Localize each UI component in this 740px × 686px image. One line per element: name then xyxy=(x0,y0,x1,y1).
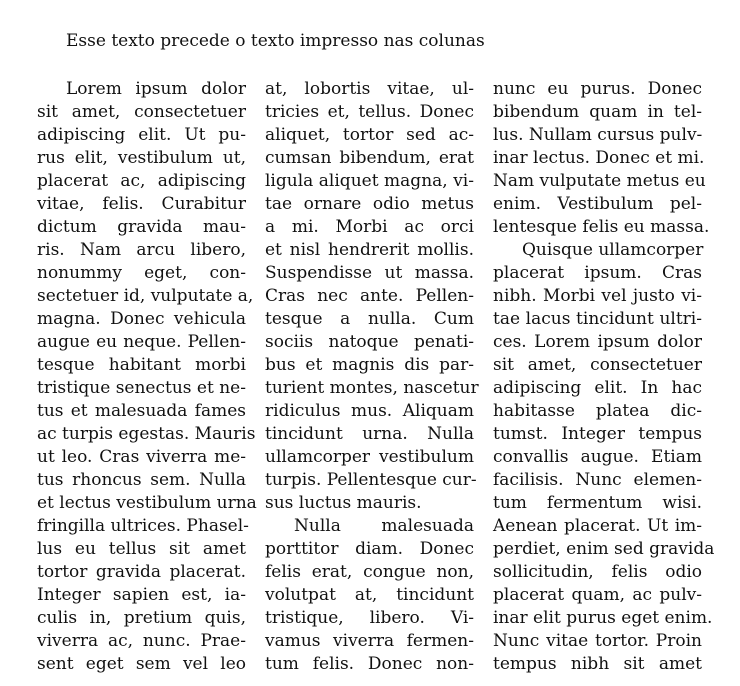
text-line: Nam vulputate metus eu xyxy=(493,171,706,191)
text-line: sit amet, consectetuer xyxy=(37,102,246,122)
text-column-3 xyxy=(493,78,715,676)
text-line: tesque a nulla. Cum xyxy=(265,309,474,329)
text-line: Cras nec ante. Pellen- xyxy=(265,286,474,306)
text-line: turient montes, nascetur xyxy=(265,378,479,398)
text-line: at, lobortis vitae, ul- xyxy=(265,79,474,99)
text-line: placerat ac, adipiscing xyxy=(37,171,246,191)
text-line: ac turpis egestas. Mauris xyxy=(37,424,256,444)
text-line: tesque habitant morbi xyxy=(37,355,246,375)
text-line: sectetuer id, vulputate a, xyxy=(37,286,254,306)
text-line: rus elit, vestibulum ut, xyxy=(37,148,246,168)
text-column-2 xyxy=(265,78,479,676)
text-line: sollicitudin, felis odio xyxy=(493,562,702,582)
text-line: felis erat, congue non, xyxy=(265,562,474,582)
text-line: facilisis. Nunc elemen- xyxy=(493,470,702,490)
text-column-1 xyxy=(37,78,257,676)
text-line: placerat ipsum. Cras xyxy=(493,263,702,283)
text-line: dictum gravida mau- xyxy=(37,217,246,237)
text-line: nonummy eget, con- xyxy=(37,263,246,283)
text-line: sent eget sem vel leo xyxy=(37,654,246,674)
text-line: enim. Vestibulum pel- xyxy=(493,194,702,214)
text-line: convallis augue. Etiam xyxy=(493,447,702,467)
text-line: sociis natoque penati- xyxy=(265,332,474,352)
text-line: et nisl hendrerit mollis. xyxy=(265,240,474,260)
text-line: a mi. Morbi ac orci xyxy=(265,217,474,237)
text-line: tae ornare odio metus xyxy=(265,194,474,214)
text-line: turpis. Pellentesque cur- xyxy=(265,470,477,490)
text-line: cumsan bibendum, erat xyxy=(265,148,474,168)
text-line: ces. Lorem ipsum dolor xyxy=(493,332,702,352)
text-line: et lectus vestibulum urna xyxy=(37,493,257,513)
text-line: tumst. Integer tempus xyxy=(493,424,702,444)
text-line: lus eu tellus sit amet xyxy=(37,539,246,559)
text-line: tae lacus tincidunt ultri- xyxy=(493,309,702,329)
text-line: adipiscing elit. Ut pu- xyxy=(37,125,246,145)
text-line: tum fermentum wisi. xyxy=(493,493,702,513)
text-line: sit amet, consectetuer xyxy=(493,355,702,375)
text-line: ut leo. Cras viverra me- xyxy=(37,447,246,467)
text-line: Suspendisse ut massa. xyxy=(265,263,474,283)
text-line: tempus nibh sit amet xyxy=(493,654,702,674)
text-line: volutpat at, tincidunt xyxy=(265,585,474,605)
text-line: placerat quam, ac pulv- xyxy=(493,585,702,605)
text-line: Aenean placerat. Ut im- xyxy=(493,516,702,536)
text-line: culis in, pretium quis, xyxy=(37,608,246,628)
text-line: inar lectus. Donec et mi. xyxy=(493,148,705,168)
text-line: tricies et, tellus. Donec xyxy=(265,102,474,122)
text-line: ridiculus mus. Aliquam xyxy=(265,401,474,421)
text-line: tincidunt urna. Nulla xyxy=(265,424,474,444)
text-line: ris. Nam arcu libero, xyxy=(37,240,246,260)
text-line: Lorem ipsum dolor xyxy=(66,79,246,99)
text-line: bibendum quam in tel- xyxy=(493,102,702,122)
text-line: vamus viverra fermen- xyxy=(265,631,474,651)
text-line: Quisque ullamcorper xyxy=(522,240,704,260)
text-line: Nunc vitae tortor. Proin xyxy=(493,631,702,651)
text-line: habitasse platea dic- xyxy=(493,401,702,421)
text-line: perdiet, enim sed gravida xyxy=(493,539,715,559)
text-line: porttitor diam. Donec xyxy=(265,539,474,559)
text-line: tus et malesuada fames xyxy=(37,401,246,421)
text-line: ullamcorper vestibulum xyxy=(265,447,474,467)
text-line: tum felis. Donec non- xyxy=(265,654,474,674)
text-line: Nulla malesuada xyxy=(294,516,474,536)
text-line: magna. Donec vehicula xyxy=(37,309,246,329)
text-line: tortor gravida placerat. xyxy=(37,562,246,582)
text-line: tristique, libero. Vi- xyxy=(265,608,474,628)
intro-text: Esse texto precede o texto impresso nas colunas xyxy=(66,31,485,51)
text-line: inar elit purus eget enim. xyxy=(493,608,713,628)
text-line: tus rhoncus sem. Nulla xyxy=(37,470,246,490)
text-line: fringilla ultrices. Phasel- xyxy=(37,516,249,536)
text-line: nibh. Morbi vel justo vi- xyxy=(493,286,702,306)
text-line: viverra ac, nunc. Prae- xyxy=(37,631,246,651)
text-line: sus luctus mauris. xyxy=(265,493,422,513)
text-line: lus. Nullam cursus pulv- xyxy=(493,125,703,145)
text-line: bus et magnis dis par- xyxy=(265,355,474,375)
text-line: tristique senectus et ne- xyxy=(37,378,246,398)
text-line: adipiscing elit. In hac xyxy=(493,378,702,398)
text-line: Integer sapien est, ia- xyxy=(37,585,246,605)
text-line: augue eu neque. Pellen- xyxy=(37,332,246,352)
text-line: lentesque felis eu massa. xyxy=(493,217,710,237)
text-line: ligula aliquet magna, vi- xyxy=(265,171,474,191)
text-line: vitae, felis. Curabitur xyxy=(37,194,246,214)
text-line: aliquet, tortor sed ac- xyxy=(265,125,474,145)
text-line: nunc eu purus. Donec xyxy=(493,79,702,99)
